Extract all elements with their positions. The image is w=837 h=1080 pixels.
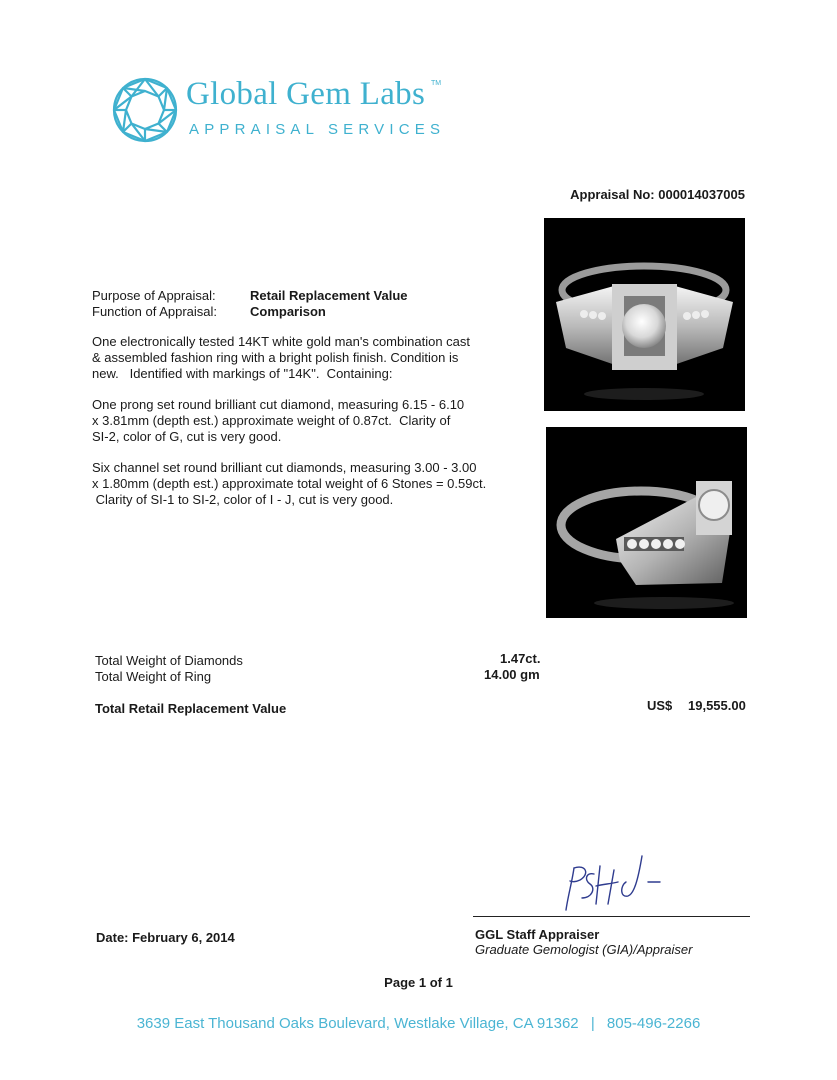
function-value: Comparison: [250, 304, 326, 319]
total-replacement-value: 19,555.00: [688, 698, 746, 713]
currency-label: US$: [647, 698, 673, 713]
company-subtitle: APPRAISAL SERVICES: [189, 121, 446, 138]
appraiser-credentials: Graduate Gemologist (GIA)/Appraiser: [475, 942, 693, 957]
text-line: Clarity of SI-1 to SI-2, color of I - J, cut is very good.: [92, 492, 394, 507]
purpose-label: Purpose of Appraisal:: [92, 288, 216, 303]
text-line: x 3.81mm (depth est.) approximate weight of 0.87ct. Clarity of: [92, 413, 451, 428]
total-ring-weight-value: 14.00 gm: [484, 667, 540, 682]
text-line: & assembled fashion ring with a bright polish finish. Condition is: [92, 350, 459, 365]
total-replacement-value-label: Total Retail Replacement Value: [95, 701, 287, 716]
page-indicator: Page 1 of 1: [384, 975, 453, 990]
company-name: Global Gem Labs: [186, 76, 426, 112]
appraisal-date: Date: February 6, 2014: [96, 930, 235, 945]
ring-photo-side-view: [546, 427, 747, 618]
signature-line: [473, 916, 750, 917]
trademark-mark: TM: [431, 80, 442, 87]
footer-address: 3639 East Thousand Oaks Boulevard, Westlake Village, CA 91362: [136, 1015, 579, 1032]
text-line: Six channel set round brilliant cut diamonds, measuring 3.00 - 3.00: [92, 460, 477, 475]
appraiser-signature: [556, 852, 666, 914]
appraiser-title: GGL Staff Appraiser: [475, 927, 600, 942]
total-diamond-weight-value: 1.47ct.: [500, 651, 541, 666]
item-description: [92, 334, 512, 382]
text-line: new. Identified with markings of "14K". Containing:: [92, 366, 393, 381]
center-stone-description: [92, 397, 512, 445]
total-ring-weight-label: Total Weight of Ring: [95, 669, 212, 684]
footer-separator: |: [590, 1015, 595, 1032]
side-stones-description: [92, 460, 512, 508]
total-diamond-weight-label: Total Weight of Diamonds: [95, 653, 243, 668]
text-line: One electronically tested 14KT white gold man's combination cast: [92, 334, 470, 349]
text-line: One prong set round brilliant cut diamond, measuring 6.15 - 6.10: [92, 397, 465, 412]
text-line: x 1.80mm (depth est.) approximate total weight of 6 Stones = 0.59ct.: [92, 476, 487, 491]
purpose-value: Retail Replacement Value: [250, 288, 408, 303]
footer-contact: [0, 1015, 837, 1032]
ring-photo-top-view: [544, 218, 745, 411]
text-line: SI-2, color of G, cut is very good.: [92, 429, 282, 444]
function-label: Function of Appraisal:: [92, 304, 218, 319]
gem-logo-icon: [112, 77, 178, 143]
appraisal-number: Appraisal No: 000014037005: [570, 187, 745, 202]
footer-phone: 805-496-2266: [606, 1015, 701, 1032]
